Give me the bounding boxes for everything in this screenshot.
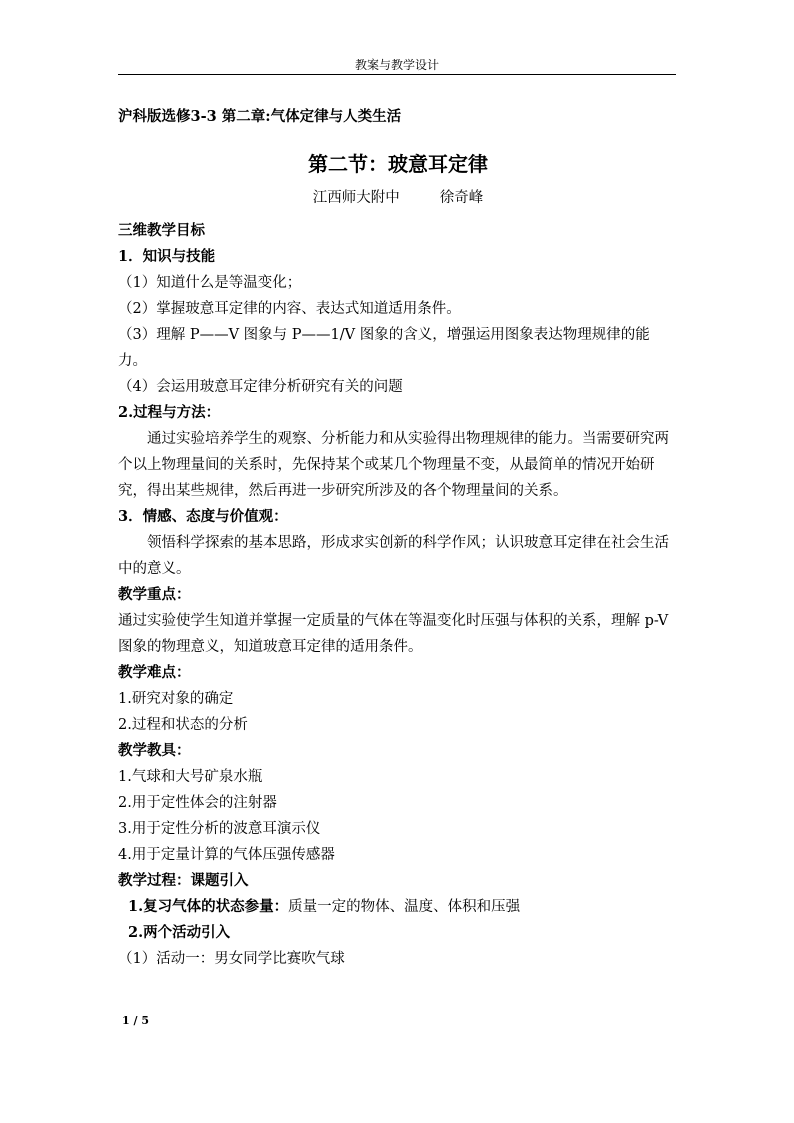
process-item: （1）活动一：男女同学比赛吹气球 xyxy=(118,951,345,967)
difficulty-heading: 教学难点： xyxy=(118,664,191,681)
author-school: 江西师大附中 xyxy=(312,190,400,206)
list-item: （2）掌握玻意耳定律的内容、表达式知道适用条件。 xyxy=(118,301,461,317)
process-item: 2.两个活动引入 xyxy=(128,924,231,941)
process-item-label: 1.复习气体的状态参量： xyxy=(128,898,289,915)
process-heading: 教学过程：课题引入 xyxy=(118,872,249,889)
obj2-heading: 2.过程与方法： xyxy=(118,404,221,421)
course-line: 沪科版选修3-3 第二章:气体定律与人类生活 xyxy=(118,108,402,125)
list-item: 2.用于定性体会的注射器 xyxy=(118,795,277,811)
author-name: 徐奇峰 xyxy=(439,190,484,206)
process-item xyxy=(118,894,678,920)
list-item: 2.过程和状态的分析 xyxy=(118,717,248,733)
list-item: 3.用于定性分析的波意耳演示仪 xyxy=(118,821,321,837)
obj3-paragraph: 领悟科学探索的基本思路，形成求实创新的科学作风；认识玻意耳定律在社会生活中的意义。 xyxy=(118,535,669,577)
document-body xyxy=(118,104,678,972)
page-header: 教案与教学设计 xyxy=(354,58,439,72)
page-title: 第二节：玻意耳定律 xyxy=(308,152,488,176)
key-paragraph: 通过实验使学生知道并掌握一定质量的气体在等温变化时压强与体积的关系，理解 p-V 图象的物理意义，知道玻意耳定律的适用条件。 xyxy=(118,613,669,655)
page-number: 1 / 5 xyxy=(122,1014,149,1027)
obj2-paragraph: 通过实验培养学生的观察、分析能力和从实验得出物理规律的能力。当需要研究两个以上物理量间的关系时，先保持某个或某几个物理量不变，从最简单的情况开始研究，得出某些规律，然后再进一步研究所涉及的各个物理量间的关系。 xyxy=(118,431,669,499)
obj1-heading: 1．知识与技能 xyxy=(118,248,216,265)
list-item: （4）会运用玻意耳定律分析研究有关的问题 xyxy=(118,379,403,395)
list-item: 1.气球和大号矿泉水瓶 xyxy=(118,769,263,785)
header-rule xyxy=(118,74,676,75)
list-item: （3）理解 P——V 图象与 P——1/V 图象的含义，增强运用图象表达物理规律的能力。 xyxy=(118,327,650,369)
tools-heading: 教学教具： xyxy=(118,742,191,759)
process-item-text: 质量一定的物体、温度、体积和压强 xyxy=(288,899,521,915)
list-item: 4.用于定量计算的气体压强传感器 xyxy=(118,847,335,863)
list-item: 1.研究对象的确定 xyxy=(118,691,234,707)
key-heading: 教学重点： xyxy=(118,586,191,603)
list-item: （1）知道什么是等温变化； xyxy=(118,275,302,291)
author-line xyxy=(118,182,678,218)
obj3-heading: 3．情感、态度与价值观： xyxy=(118,508,288,525)
section-objectives: 三维教学目标 xyxy=(118,222,205,239)
